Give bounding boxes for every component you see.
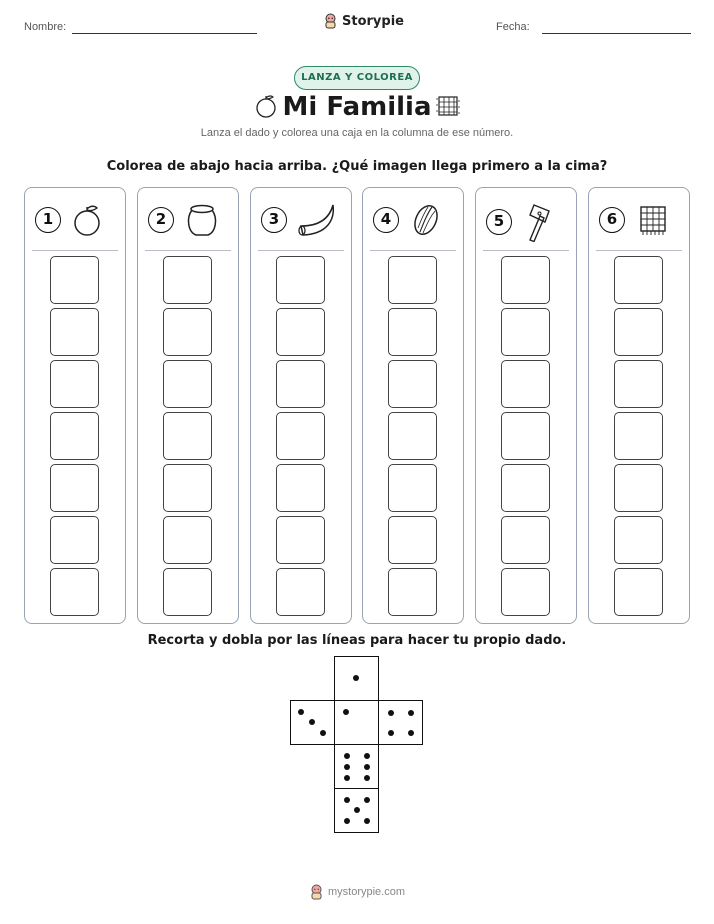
page-title: Mi Familia xyxy=(282,92,432,122)
column-divider xyxy=(596,250,682,251)
seed-icon xyxy=(409,202,443,238)
die-pip xyxy=(408,710,414,716)
column-divider xyxy=(145,250,231,251)
die-face-5 xyxy=(334,788,379,833)
color-box[interactable] xyxy=(501,516,550,564)
color-box[interactable] xyxy=(163,412,212,460)
activity-badge: LANZA Y COLOREA xyxy=(294,66,420,90)
horn-icon xyxy=(297,202,337,238)
brand-logo xyxy=(323,13,404,29)
date-line[interactable] xyxy=(542,33,691,34)
die-pip xyxy=(388,730,394,736)
column-number: 3 xyxy=(261,207,287,233)
die-face-1 xyxy=(334,700,379,745)
color-box[interactable] xyxy=(50,568,99,616)
color-box[interactable] xyxy=(614,568,663,616)
column-3 xyxy=(250,187,352,624)
color-box[interactable] xyxy=(50,412,99,460)
color-box[interactable] xyxy=(388,256,437,304)
name-label: Nombre: xyxy=(24,21,67,33)
column-2 xyxy=(137,187,239,624)
orange-icon xyxy=(71,202,103,238)
color-box[interactable] xyxy=(163,568,212,616)
storypie-mascot-icon xyxy=(323,13,338,29)
column-4 xyxy=(362,187,464,624)
brand-name: Storypie xyxy=(342,13,404,29)
die-pip xyxy=(344,764,350,770)
color-box[interactable] xyxy=(388,360,437,408)
color-box[interactable] xyxy=(163,516,212,564)
instruction-text: Colorea de abajo hacia arriba. ¿Qué imagen llega primero a la cima? xyxy=(106,159,608,174)
footer xyxy=(309,884,405,900)
column-number: 6 xyxy=(599,207,625,233)
die-face-1 xyxy=(334,656,379,701)
color-box[interactable] xyxy=(614,360,663,408)
column-1 xyxy=(24,187,126,624)
color-box[interactable] xyxy=(276,464,325,512)
die-pip xyxy=(388,710,394,716)
color-box[interactable] xyxy=(50,256,99,304)
die-face-4 xyxy=(378,700,423,745)
die-pip xyxy=(364,818,370,824)
color-box[interactable] xyxy=(388,412,437,460)
column-6 xyxy=(588,187,690,624)
column-divider xyxy=(483,250,569,251)
color-box[interactable] xyxy=(50,360,99,408)
color-box[interactable] xyxy=(388,308,437,356)
die-pip xyxy=(298,709,304,715)
color-box[interactable] xyxy=(501,360,550,408)
color-box[interactable] xyxy=(50,516,99,564)
color-box[interactable] xyxy=(501,568,550,616)
die-pip xyxy=(344,818,350,824)
column-number: 4 xyxy=(373,207,399,233)
color-box[interactable] xyxy=(276,412,325,460)
woven-mat-icon xyxy=(435,93,461,119)
die-face-3 xyxy=(290,700,335,745)
color-box[interactable] xyxy=(501,464,550,512)
color-box[interactable] xyxy=(388,464,437,512)
die-pip xyxy=(344,753,350,759)
color-box[interactable] xyxy=(614,256,663,304)
color-box[interactable] xyxy=(501,412,550,460)
color-box[interactable] xyxy=(276,360,325,408)
column-divider xyxy=(258,250,344,251)
color-box[interactable] xyxy=(50,464,99,512)
color-box[interactable] xyxy=(614,412,663,460)
color-box[interactable] xyxy=(614,464,663,512)
name-line[interactable] xyxy=(72,33,257,34)
die-pip xyxy=(364,753,370,759)
color-box[interactable] xyxy=(276,516,325,564)
color-box[interactable] xyxy=(163,464,212,512)
subtitle: Lanza el dado y colorea una caja en la columna de ese número. xyxy=(200,127,514,139)
color-box[interactable] xyxy=(276,568,325,616)
storypie-mascot-icon xyxy=(309,884,324,900)
die-pip xyxy=(364,764,370,770)
die-pip xyxy=(344,775,350,781)
color-box[interactable] xyxy=(614,516,663,564)
column-divider xyxy=(370,250,456,251)
color-box[interactable] xyxy=(163,256,212,304)
color-box[interactable] xyxy=(276,308,325,356)
die-pip xyxy=(320,730,326,736)
column-divider xyxy=(32,250,118,251)
die-pip xyxy=(408,730,414,736)
die-pip xyxy=(354,807,360,813)
column-5 xyxy=(475,187,577,624)
footer-url: mystorypie.com xyxy=(328,886,406,898)
color-box[interactable] xyxy=(614,308,663,356)
color-box[interactable] xyxy=(501,256,550,304)
clay-pot-icon xyxy=(184,202,220,238)
die-pip xyxy=(343,709,349,715)
date-label: Fecha: xyxy=(496,21,530,33)
column-number: 2 xyxy=(148,207,174,233)
axe-icon xyxy=(522,202,556,242)
color-box[interactable] xyxy=(163,308,212,356)
cut-instruction: Recorta y dobla por las líneas para hacer tu propio dado. xyxy=(147,633,567,648)
die-face-6 xyxy=(334,744,379,789)
color-box[interactable] xyxy=(50,308,99,356)
color-box[interactable] xyxy=(501,308,550,356)
die-pip xyxy=(364,775,370,781)
color-box[interactable] xyxy=(388,568,437,616)
die-pip xyxy=(344,797,350,803)
color-box[interactable] xyxy=(388,516,437,564)
die-pip xyxy=(364,797,370,803)
die-pip xyxy=(309,719,315,725)
color-box[interactable] xyxy=(163,360,212,408)
column-number: 5 xyxy=(486,209,512,235)
color-box[interactable] xyxy=(276,256,325,304)
woven-mat-icon xyxy=(635,202,671,238)
column-number: 1 xyxy=(35,207,61,233)
die-pip xyxy=(353,675,359,681)
